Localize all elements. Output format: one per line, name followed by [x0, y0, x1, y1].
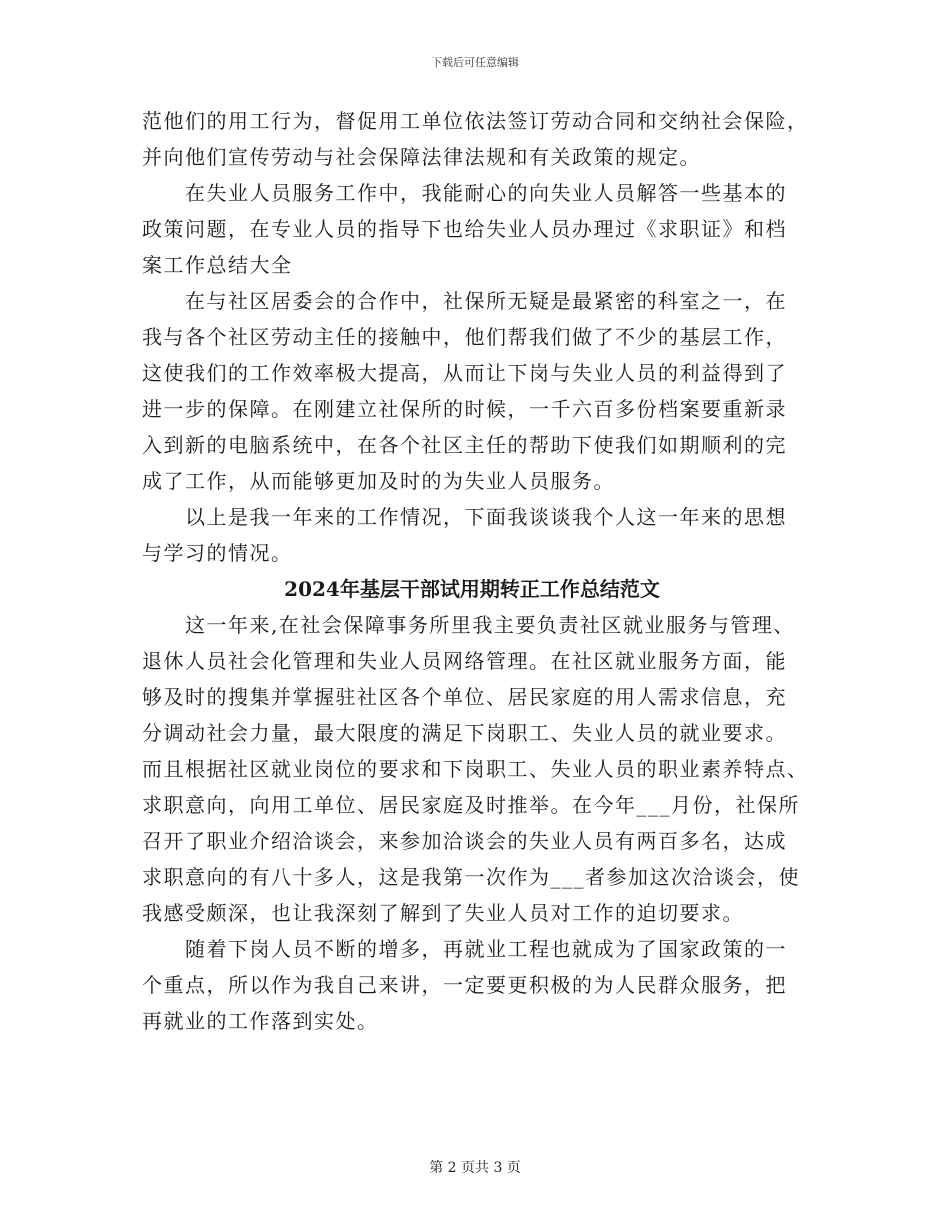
text-line: 分调动社会力量，最大限度的满足下岗职工、失业人员的就业要求。 [142, 721, 787, 745]
text-line: 这一年来,在社会保障事务所里我主要负责社区就业服务与管理、 [142, 613, 795, 637]
text-line: 以上是我一年来的工作情况，下面我谈谈我个人这一年来的思想 [142, 505, 787, 529]
section-title: 2024年基层干部试用期转正工作总结范文 [284, 577, 660, 601]
paragraph [142, 499, 802, 571]
text-line: 范他们的用工行为，督促用工单位依法签订劳动合同和交纳社会保险， [142, 109, 809, 133]
text-line: 入到新的电脑系统中，在各个社区主任的帮助下使我们如期顺利的完 [142, 433, 787, 457]
paragraph [142, 931, 802, 1039]
paragraph [142, 283, 802, 499]
text-line: 够及时的搜集并掌握驻社区各个单位、居民家庭的用人需求信息，充 [142, 685, 787, 709]
text-line: 这使我们的工作效率极大提高，从而让下岗与失业人员的利益得到了 [142, 361, 787, 385]
paragraph [142, 103, 809, 175]
text-line: 个重点，所以作为我自己来讲，一定要更积极的为人民群众服务，把 [142, 973, 787, 997]
text-line: 我与各个社区劳动主任的接触中，他们帮我们做了不少的基层工作， [142, 325, 787, 349]
text-line: 成了工作，从而能够更加及时的为失业人员服务。 [142, 469, 615, 493]
paragraph [142, 607, 809, 931]
text-line: 进一步的保障。在刚建立社保所的时候，一千六百多份档案要重新录 [142, 397, 787, 421]
page-footer: 第 2 页共 3 页 [429, 1160, 521, 1176]
text-line: 召开了职业介绍洽谈会，来参加洽谈会的失业人员有两百多名，达成 [142, 829, 787, 853]
text-line: 案工作总结大全 [142, 253, 293, 277]
text-line: 求职意向，向用工单位、居民家庭及时推举。在今年___月份，社保所 [142, 793, 800, 817]
text-line: 求职意向的有八十多人，这是我第一次作为___者参加这次洽谈会，使 [142, 865, 800, 889]
page-header: 下载后可任意编辑 [431, 56, 519, 69]
text-line: 在失业人员服务工作中，我能耐心的向失业人员解答一些基本的 [142, 181, 787, 205]
text-line: 并向他们宣传劳动与社会保障法律法规和有关政策的规定。 [142, 145, 701, 169]
text-line: 与学习的情况。 [142, 541, 293, 565]
text-line: 我感受颇深，也让我深刻了解到了失业人员对工作的迫切要求。 [142, 901, 744, 925]
text-line: 政策问题，在专业人员的指导下也给失业人员办理过《求职证》和档 [142, 217, 787, 241]
text-line: 再就业的工作落到实处。 [142, 1009, 379, 1033]
text-line: 在与社区居委会的合作中，社保所无疑是最紧密的科室之一，在 [142, 289, 787, 313]
text-line: 随着下岗人员不断的增多，再就业工程也就成为了国家政策的一 [142, 937, 787, 961]
text-line: 而且根据社区就业岗位的要求和下岗职工、失业人员的职业素养特点、 [142, 757, 809, 781]
paragraph [142, 175, 802, 283]
document-body [142, 103, 809, 1039]
text-line: 退休人员社会化管理和失业人员网络管理。在社区就业服务方面，能 [142, 649, 787, 673]
